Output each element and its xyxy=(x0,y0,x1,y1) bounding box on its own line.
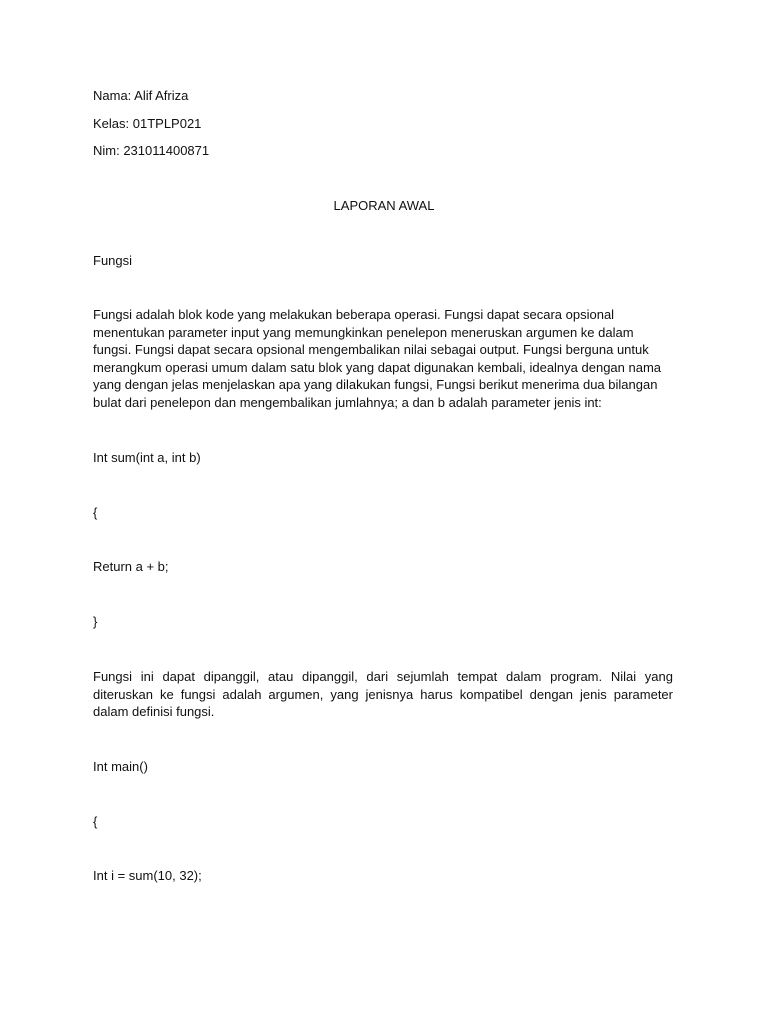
student-class: Kelas: 01TPLP021 xyxy=(93,116,202,131)
paragraph-intro: Fungsi adalah blok kode yang melakukan beberapa operasi. Fungsi dapat secara opsional menentukan parameter input yang memungkinkan penelepon meneruskan argumen ke dalam fungsi. Fungsi dapat secara opsional mengembalikan nilai sebagai output. Fungsi berguna untuk merangkum operasi umum dalam satu blok yang dapat digunakan kembali, idealnya dengan nama yang dengan jelas menjelaskan apa yang dilakukan fungsi, Fungsi berikut menerima dua bilangan bulat dari penelepon dan mengembalikan jumlahnya; a dan b adalah parameter jenis int: xyxy=(93,307,662,410)
student-name: Nama: Alif Afriza xyxy=(93,88,189,103)
student-nim: Nim: 231011400871 xyxy=(93,143,210,158)
section-heading: Fungsi xyxy=(93,253,133,268)
code-sum-signature: Int sum(int a, int b) xyxy=(93,450,201,465)
paragraph-arguments: Fungsi ini dapat dipanggil, atau dipanggil, dari sejumlah tempat dalam program. Nilai yang diteruskan ke fungsi adalah argumen, yang jenisnya harus kompatibel dengan jenis parameter dalam definisi fungsi. xyxy=(93,669,673,720)
code-main-statement: Int i = sum(10, 32); xyxy=(93,868,202,883)
report-title: LAPORAN AWAL xyxy=(333,198,435,213)
code-sum-close-brace: } xyxy=(93,614,98,629)
code-sum-return: Return a + b; xyxy=(93,559,169,574)
code-main-signature: Int main() xyxy=(93,759,148,774)
code-main-open-brace: { xyxy=(93,814,98,829)
code-sum-open-brace: { xyxy=(93,505,98,520)
